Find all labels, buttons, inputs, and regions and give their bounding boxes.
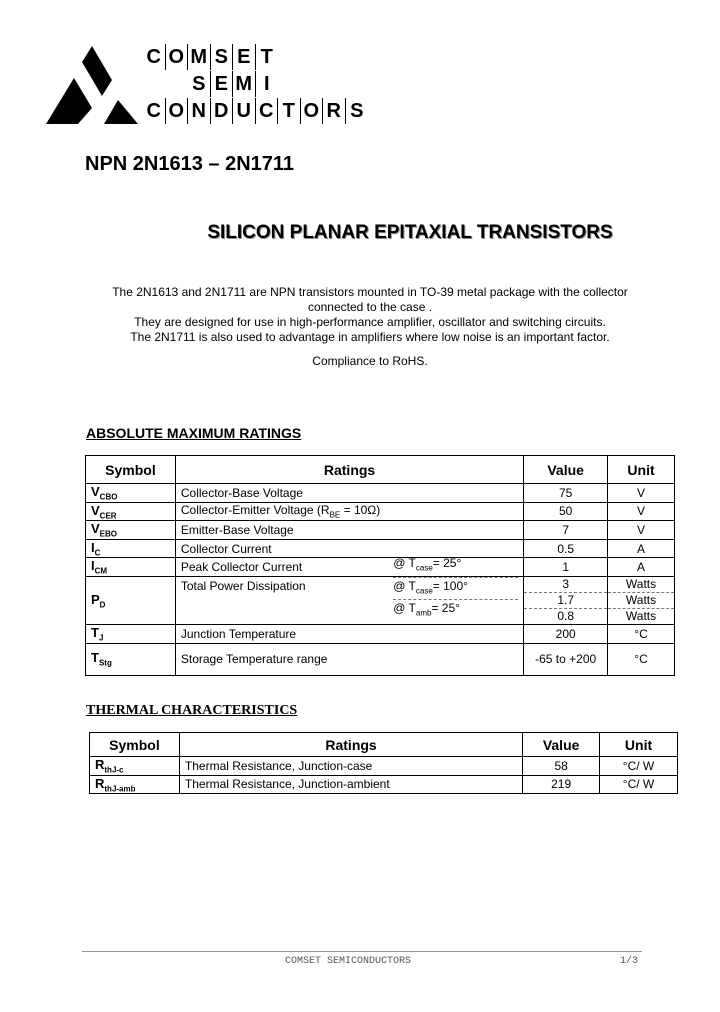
condition: @ $T_{amb}= 25^\circ$	[393, 601, 460, 618]
logo-letter: T	[278, 98, 301, 124]
abs-max-table	[85, 455, 675, 676]
table-header-row	[86, 456, 675, 484]
rating-cell: Thermal Resistance, Junction-ambient	[179, 775, 522, 794]
rating-text: Total Power Dissipation	[180, 579, 306, 594]
header-unit: Unit	[600, 733, 678, 757]
symbol-cell: $R_{thJ-amb}$	[90, 775, 180, 794]
logo-letter: O	[301, 98, 324, 124]
intro-line: connected to the case .	[307, 300, 433, 314]
rating-cell: Collector-Base Voltage	[175, 484, 523, 503]
header-ratings: Ratings	[179, 733, 522, 757]
table-row	[86, 643, 675, 675]
value-cell: -65 to +200	[524, 643, 608, 675]
logo-letter: E	[211, 71, 234, 97]
rating-cell: Emitter-Base Voltage	[175, 521, 523, 540]
unit-cell: °C	[608, 643, 675, 675]
value-cell: 1.7	[524, 592, 608, 608]
footer-divider	[82, 951, 642, 952]
value-cell: 50	[524, 502, 608, 521]
rating-cell: Collector-Emitter Voltage $(R_{BE} = 10\Omega)$	[175, 502, 523, 521]
unit-cell: A	[608, 539, 675, 558]
logo-letter: D	[211, 98, 234, 124]
value-cell: 200	[524, 624, 608, 643]
value-cell: 0.5	[524, 539, 608, 558]
rating-cell: Peak Collector Current	[175, 558, 523, 577]
intro-line: They are designed for use in high-performance amplifier, oscillator and switching circuits.	[134, 315, 606, 329]
table-row	[86, 484, 675, 503]
table-row	[86, 576, 675, 592]
unit-cell: Watts	[608, 608, 675, 624]
symbol-cell: $V_{CER}$	[86, 502, 176, 521]
logo-letter: C	[256, 98, 279, 124]
logo-letter: S	[211, 44, 234, 70]
page-subtitle: SILICON PLANAR EPITAXIAL TRANSISTORS	[207, 222, 613, 243]
abs-max-heading: ABSOLUTE MAXIMUM RATINGS	[86, 425, 302, 441]
value-cell: 7	[524, 521, 608, 540]
header-symbol: Symbol	[86, 456, 176, 484]
unit-cell: °C	[608, 624, 675, 643]
table-row	[90, 757, 678, 776]
logo-letter: N	[188, 98, 211, 124]
table-row	[90, 775, 678, 794]
header-symbol: Symbol	[90, 733, 180, 757]
logo-letter: E	[233, 44, 256, 70]
logo-letter: S	[350, 99, 364, 122]
header-ratings: Ratings	[175, 456, 523, 484]
logo-row-conductors	[143, 98, 368, 125]
table-row	[86, 539, 675, 558]
unit-cell: Watts	[608, 592, 675, 608]
table-header-row	[90, 733, 678, 757]
logo-letter: S	[188, 71, 211, 97]
header-value: Value	[524, 456, 608, 484]
logo-triangle-icon	[44, 42, 140, 128]
condition: @ $T_{case}= 100^\circ$	[393, 578, 518, 600]
logo-letter: T	[260, 45, 273, 68]
unit-cell: A	[608, 558, 675, 577]
logo-letter: U	[233, 98, 256, 124]
logo-letter: C	[143, 44, 166, 70]
rating-cell: Junction Temperature	[175, 624, 523, 643]
thermal-table	[89, 732, 678, 794]
table-row	[86, 558, 675, 577]
value-cell: 3	[524, 576, 608, 592]
unit-cell: °C/ W	[600, 757, 678, 776]
rating-cell: Collector Current	[175, 539, 523, 558]
symbol-cell: $I_C$	[86, 539, 176, 558]
compliance-note: Compliance to RoHS.	[312, 354, 428, 368]
symbol-cell: $T_{Stg}$	[86, 643, 176, 675]
header-unit: Unit	[608, 456, 675, 484]
logo-letter: C	[143, 98, 166, 124]
value-cell: 0.8	[524, 608, 608, 624]
value-cell: 58	[523, 757, 600, 776]
thermal-heading: THERMAL CHARACTERISTICS	[86, 703, 298, 718]
logo-letter: O	[166, 98, 189, 124]
unit-cell: V	[608, 484, 675, 503]
logo-row-comset	[143, 44, 278, 71]
header-value: Value	[523, 733, 600, 757]
rating-cell: Storage Temperature range	[175, 643, 523, 675]
symbol-cell: $P_D$	[86, 576, 176, 624]
value-cell: 1	[524, 558, 608, 577]
logo-letter: M	[233, 71, 256, 97]
footer-company: COMSET SEMICONDUCTORS	[285, 956, 412, 967]
table-row	[86, 502, 675, 521]
logo-letter: M	[188, 44, 211, 70]
page-title: NPN 2N1613 – 2N1711	[85, 153, 295, 175]
intro-line: The 2N1711 is also used to advantage in amplifiers where low noise is an important factor.	[130, 330, 610, 344]
unit-cell: °C/ W	[600, 775, 678, 794]
table-row	[86, 624, 675, 643]
page-number: 1/3	[620, 956, 639, 967]
value-cell: 75	[524, 484, 608, 503]
symbol-cell: $I_{CM}$	[86, 558, 176, 577]
value-cell: 219	[523, 775, 600, 794]
logo-letter: I	[263, 72, 270, 95]
condition: @ $T_{case}= 25^\circ$	[393, 555, 518, 577]
symbol-cell: $V_{CBO}$	[86, 484, 176, 503]
unit-cell: V	[608, 521, 675, 540]
rating-cell: Thermal Resistance, Junction-case	[179, 757, 522, 776]
logo-row-semi	[188, 71, 278, 98]
logo-letter: R	[323, 98, 346, 124]
condition-list	[393, 555, 518, 621]
symbol-cell: $R_{thJ-c}$	[90, 757, 180, 776]
intro-line: The 2N1613 and 2N1711 are NPN transistors mounted in TO-39 metal package with the collector	[112, 285, 628, 299]
unit-cell: Watts	[608, 576, 675, 592]
symbol-cell: $T_J$	[86, 624, 176, 643]
logo-letter: O	[166, 44, 189, 70]
unit-cell: V	[608, 502, 675, 521]
symbol-cell: $V_{EBO}$	[86, 521, 176, 540]
intro-paragraph	[70, 285, 670, 345]
table-row	[86, 521, 675, 540]
